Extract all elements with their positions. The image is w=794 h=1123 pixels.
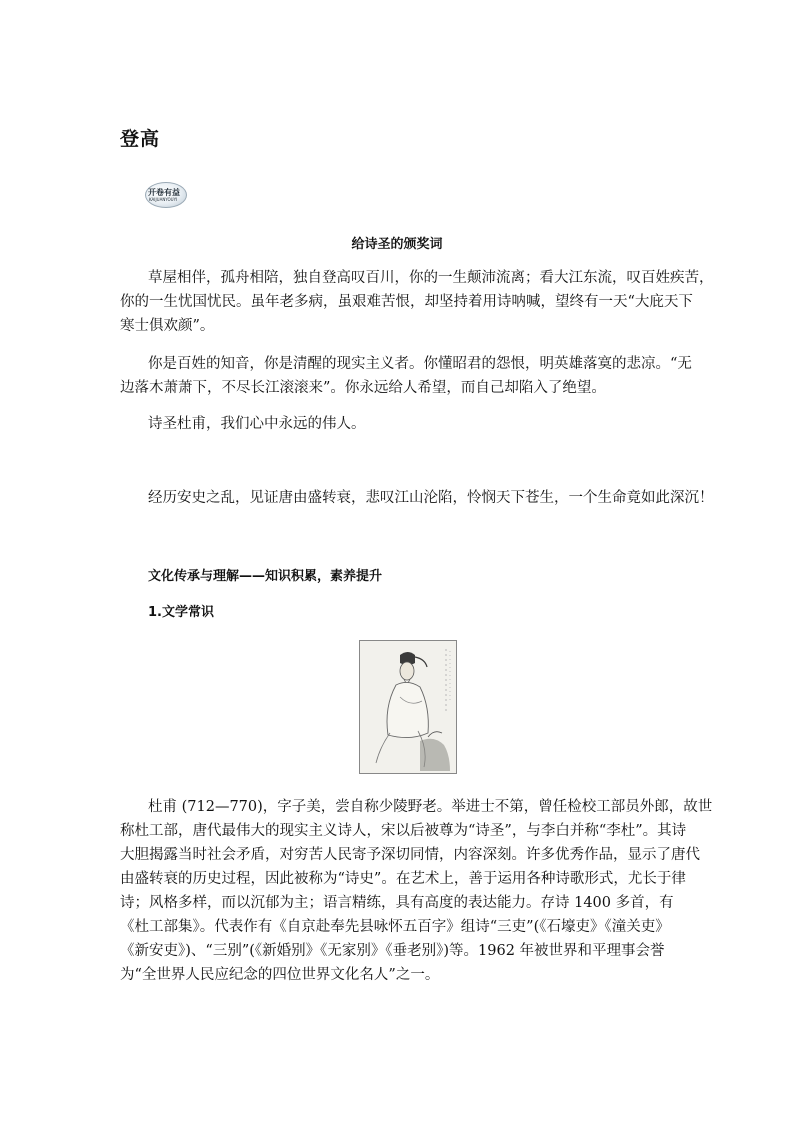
biography-line-5: 诗；风格多样，而以沉郁为主；语言精练，具有高度的表达能力。存诗 1400 多首，有 [120,895,674,911]
item-literary-knowledge: 1.文学常识 [148,605,214,620]
biography-line-2: 称杜工部，唐代最伟大的现实主义诗人，宋以后被尊为“诗圣”，与李白并称“李杜”。其诗 [120,823,687,839]
biography-line-1: 杜甫 (712—770)，字子美，尝自称少陵野老。举进士不第，曾任检校工部员外郎，故世 [148,799,713,815]
du-fu-portrait-image [359,640,457,774]
biography-line-4: 由盛转衰的历史过程，因此被称为“诗史”。在艺术上，善于运用各种诗歌形式，尤长于律 [120,871,686,887]
award-paragraph-2-line-2: 边落木萧萧下，不尽长江滚滚来”。你永远给人希望，而自己却陷入了绝望。 [120,380,606,396]
award-paragraph-1-line-1: 草屋相伴，孤舟相陪，独自登高叹百川，你的一生颠沛流离；看大江东流，叹百姓疾苦， [148,270,714,286]
biography-line-3: 大胆揭露当时社会矛盾，对穷苦人民寄予深切同情，内容深刻。许多优秀作品，显示了唐代 [120,847,700,863]
biography-line-6: 《杜工部集》。代表作有《自京赴奉先县咏怀五百字》组诗“三吏”(《石壕吏》《潼关吏》 [120,919,670,935]
biography-line-7: 《新安吏》)、“三别”(《新婚别》《无家别》《垂老别》)等。1962 年被世界和平理事会誉 [120,943,665,959]
award-paragraph-3: 诗圣杜甫，我们心中永远的伟人。 [148,416,366,432]
biography-line-8: 为“全世界人民应纪念的四位世界文化名人”之一。 [120,967,440,983]
logo-subtext: KAIJUANYOUYI [149,197,178,202]
kaijuan-youyi-logo [145,182,187,208]
logo-text: 开卷有益 [148,188,180,197]
award-heading: 给诗圣的颁奖词 [351,237,443,252]
section-heading: 文化传承与理解——知识积累，素养提升 [148,569,383,584]
award-paragraph-1-line-3: 寒士俱欢颜”。 [120,318,215,334]
portrait-drawing [360,641,456,773]
award-paragraph-1-line-2: 你的一生忧国忧民。虽年老多病，虽艰难苦恨，却坚持着用诗呐喊，望终有一天“大庇天下 [120,294,693,310]
page-title: 登高 [120,128,161,150]
summary-text: 经历安史之乱，见证唐由盛转衰，悲叹江山沦陷，怜悯天下苍生，一个生命竟如此深沉！ [148,490,714,506]
award-paragraph-2-line-1: 你是百姓的知音，你是清醒的现实主义者。你懂昭君的怨恨，明英雄落寞的悲凉。“无 [148,356,692,372]
